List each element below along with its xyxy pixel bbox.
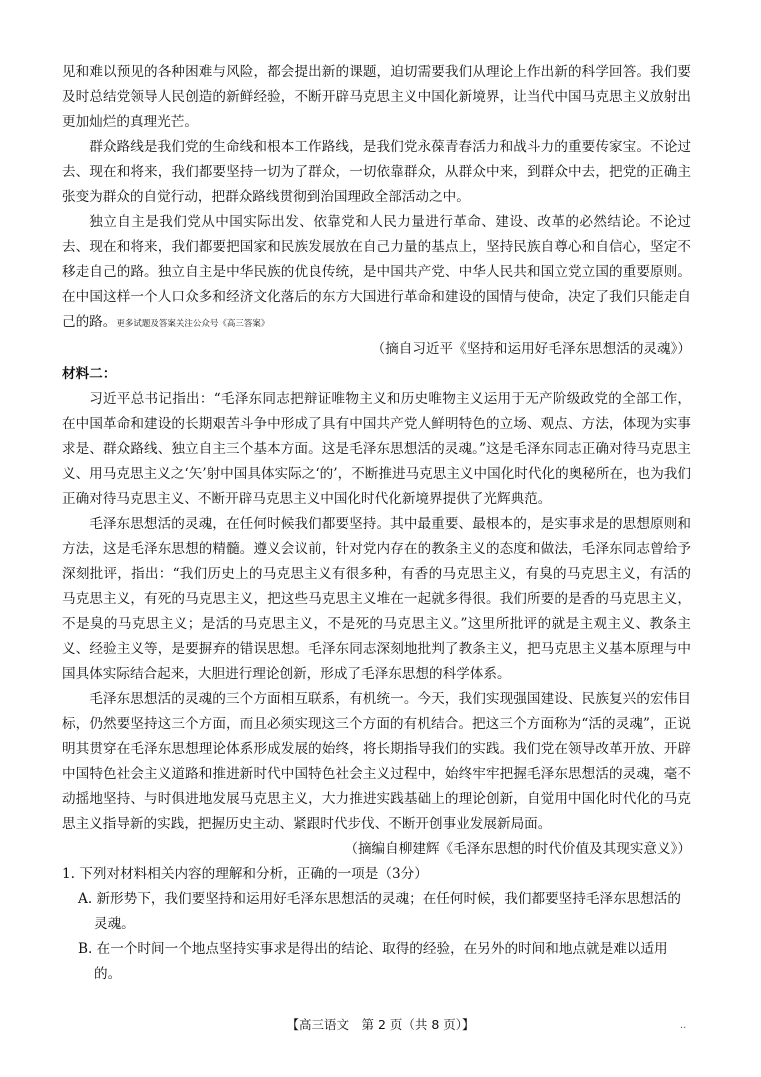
- corner-mark: ··: [680, 1023, 687, 1034]
- paragraph-material2-2: 毛泽东思想活的灵魂，在任何时候我们都要坚持。其中最重要、最根本的，是实事求是的思想原则和方法，这是毛泽东思想的精髓。遵义会议前，针对党内存在的教条主义的态度和做法，毛泽东同志曾给予深刻批评，指出：“我们历史上的马克思主义有很多种，有香的马克思主义，有臭的马克思主义，有活的马克思主义，有死的马克思主义，把这些马克思主义堆在一起就多得很。我们所要的是香的马克思主义，不是臭的马克思主义；是活的马克思主义，不是死的马克思主义。”这里所批评的就是主观主义、教条主义、经验主义等，是要摒弃的错误思想。毛泽东同志深刻地批判了教条主义，把马克思主义基本原理与中国具体实际结合起来，大胆进行理论创新，形成了毛泽东思想的科学体系。: [62, 516, 691, 682]
- option-b: B. 在一个时间一个地点坚持实事求是得出的结论、取得的经验，在另外的时间和地点就是难以适用的。: [78, 941, 668, 982]
- option-a: A. 新形势下，我们要坚持和运用好毛泽东思想活的灵魂；在任何时候，我们都要坚持毛泽东思想活的灵魂。: [78, 891, 681, 932]
- paragraph-material2-3: 毛泽东思想活的灵魂的三个方面相互联系，有机统一。今天，我们实现强国建设、民族复兴的宏伟目标，仍然要坚持这三个方面，而且必须实现这三个方面的有机结合。把这三个方面称为“活的灵魂”，正说明其贯穿在毛泽东思想理论体系形成发展的始终，将长期指导我们的实践。我们党在领导改革开放、开辟中国特色社会主义道路和推进新时代中国特色社会主义过程中，始终牢牢把握毛泽东思想活的灵魂，毫不动摇地坚持、与时俱进地发展马克思主义，大力推进实践基础上的理论创新，自觉用中国化时代化的马克思主义指导新的实践，把握历史主动、紧跟时代步伐、不断开创事业发展新局面。: [62, 691, 691, 832]
- paragraph-material2-1: 习近平总书记指出：“毛泽东同志把辩证唯物主义和历史唯物主义运用于无产阶级政党的全部工作，在中国革命和建设的长期艰苦斗争中形成了具有中国共产党人鲜明特色的立场、观点、方法，体现为实事求是、群众路线、独立自主三个基本方面。这是毛泽东思想活的灵魂。”这是毛泽东同志正确对待马克思主义、用马克思主义之‘矢’射中国具体实际之‘的’，不断推进马克思主义中国化时代化的奥秘所在，也为我们正确对待马克思主义、不断开辟马克思主义中国化时代化新境界提供了光辉典范。: [62, 391, 691, 507]
- paragraph-independence-text: 独立自主是我们党从中国实际出发、依靠党和人民力量进行革命、建设、改革的必然结论。不论过去、现在和将来，我们都要把国家和民族发展放在自己力量的基点上，坚持民族自尊心和自信心，坚定不移走自己的路。独立自主是中华民族的优良传统，是中国共产党、中华人民共和国立党立国的重要原则。在中国这样一个人口众多和经济文化落后的东方大国进行革命和建设的国情与使命，决定了我们只能走自己的路。: [62, 214, 691, 330]
- paragraph-continuation: 见和难以预见的各种困难与风险，都会提出新的课题，迫切需要我们从理论上作出新的科学回答。我们要及时总结党领导人民创造的新鲜经验，不断开辟马克思主义中国化新境界，让当代中国马克思主义放射出更加灿烂的真理光芒。: [62, 64, 691, 130]
- paragraph-independence: [62, 210, 691, 337]
- inline-note: 更多试题及答案关注公众号《高三答案》: [116, 319, 270, 329]
- source-citation-1: （摘自习近平《坚持和运用好毛泽东思想活的灵魂》）: [371, 341, 691, 357]
- question-stem: 1. 下列对材料相关内容的理解和分析，正确的一项是（3分）: [62, 866, 428, 882]
- material-2-heading: 材料二：: [62, 366, 117, 382]
- source-citation-2: （摘编自柳建辉《毛泽东思想的时代价值及其现实意义》）: [344, 841, 691, 857]
- page-footer: 【高三语文 第 2 页（共 8 页）】: [286, 1017, 475, 1032]
- paragraph-mass-line: 群众路线是我们党的生命线和根本工作路线，是我们党永葆青春活力和战斗力的重要传家宝。不论过去、现在和将来，我们都要坚持一切为了群众，一切依靠群众，从群众中来，到群众中去，把党的正确主张变为群众的自觉行动，把群众路线贯彻到治国理政全部活动之中。: [62, 139, 691, 205]
